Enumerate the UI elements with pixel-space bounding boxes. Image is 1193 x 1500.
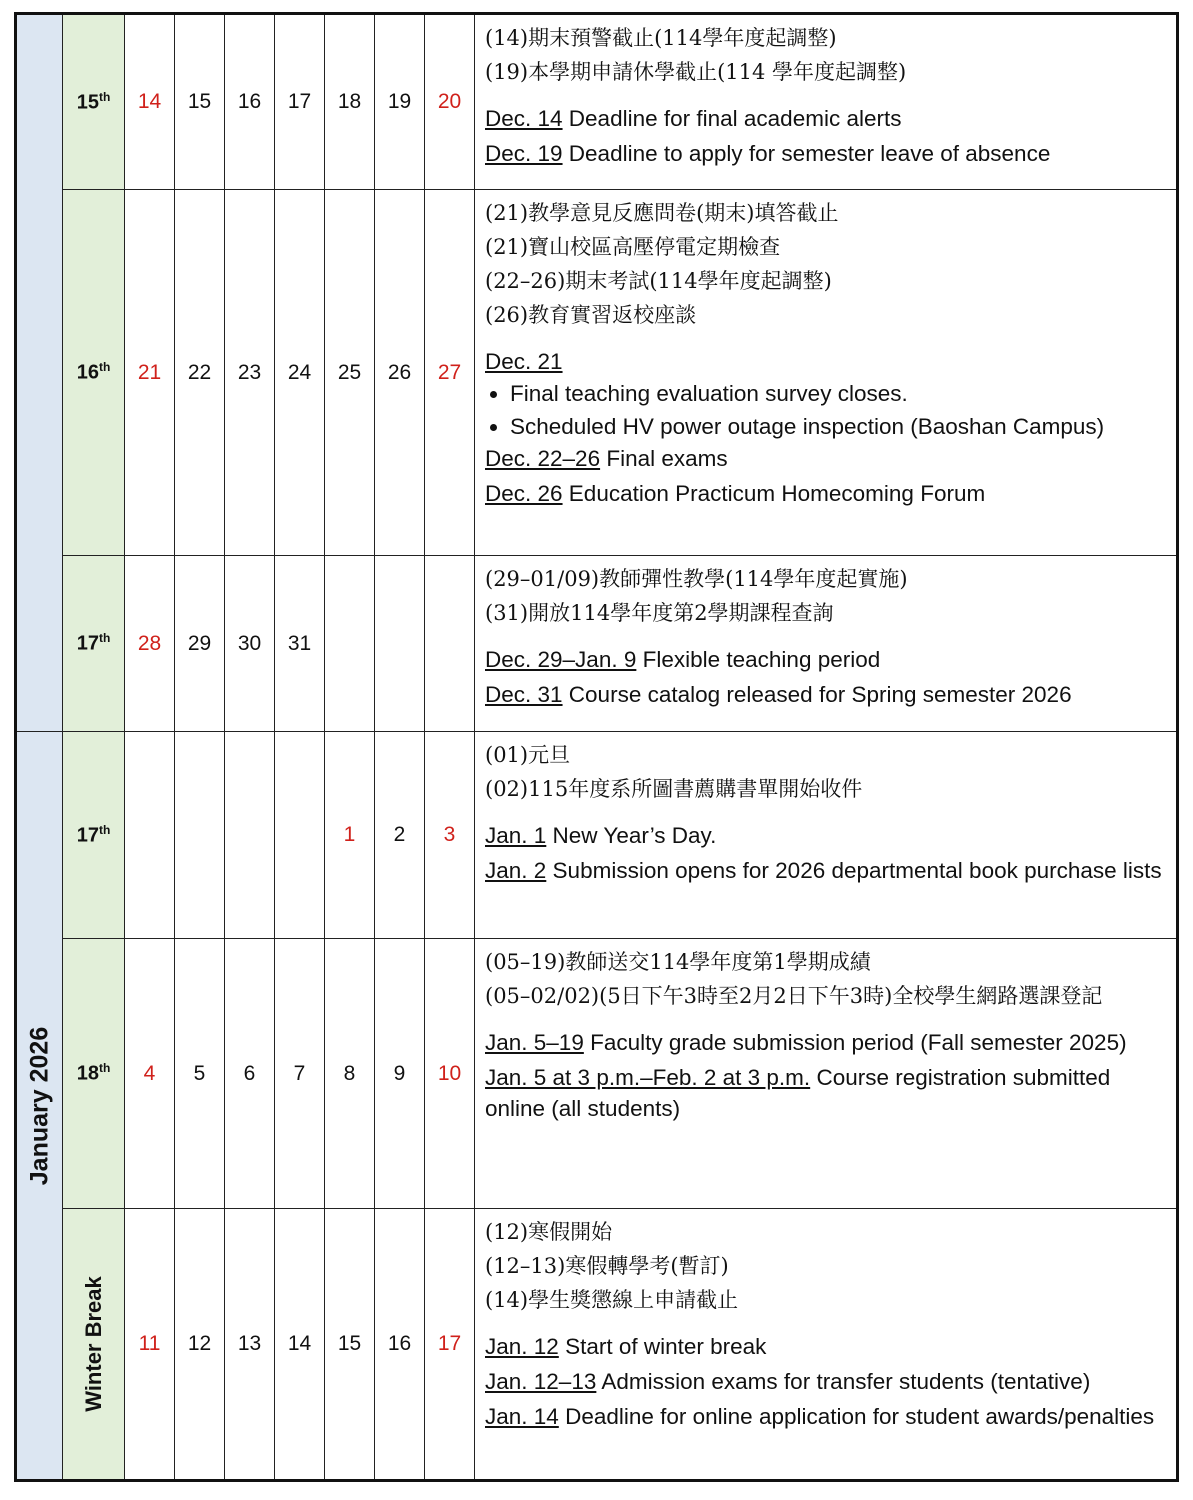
week-cell: [63, 939, 125, 1209]
event-date: Jan. 14: [485, 1404, 559, 1429]
table-row: [16, 190, 1178, 556]
day-cell: 4: [125, 939, 175, 1209]
day-cell: 17: [275, 14, 325, 190]
spacer: [485, 1013, 1166, 1027]
day-cell: 24: [275, 190, 325, 556]
day-cell: 15: [175, 14, 225, 190]
english-note: [485, 1366, 1166, 1397]
week-label: Winter Break: [80, 1276, 106, 1412]
event-text: Course catalog released for Spring semester 2026: [562, 682, 1072, 707]
week-suffix: th: [98, 1061, 111, 1076]
day-cell: 10: [425, 939, 475, 1209]
calendar-body: [16, 14, 1178, 1481]
day-cell: 22: [175, 190, 225, 556]
day-cell: [325, 556, 375, 732]
table-row: [16, 939, 1178, 1209]
week-cell: [63, 556, 125, 732]
english-note: [485, 138, 1166, 169]
english-note: [485, 346, 1166, 377]
event-date: Jan. 12: [485, 1334, 559, 1359]
day-cell: 23: [225, 190, 275, 556]
chinese-note: (26)教育實習返校座談: [485, 303, 697, 327]
day-cell: [175, 732, 225, 939]
spacer: [485, 1317, 1166, 1331]
english-note: [485, 1027, 1166, 1058]
english-note: [485, 1062, 1166, 1124]
notes-cell: [475, 939, 1178, 1209]
event-date: Jan. 12–13: [485, 1369, 597, 1394]
day-cell: 30: [225, 556, 275, 732]
week-cell: [63, 732, 125, 939]
week-number: 18: [76, 1062, 99, 1085]
english-note: [485, 644, 1166, 675]
event-text: Deadline for online application for student awards/penalties: [558, 1404, 1155, 1429]
week-suffix: th: [98, 631, 111, 646]
event-text: New Year’s Day.: [546, 823, 717, 848]
event-date: Dec. 26: [485, 481, 563, 506]
table-row: [16, 1209, 1178, 1481]
event-text: Final exams: [600, 446, 728, 471]
bullet-item: • Final teaching evaluation survey closes.: [510, 377, 1166, 410]
day-cell: 19: [375, 14, 425, 190]
week-number: 17: [76, 824, 99, 847]
chinese-note: (21)寶山校區高壓停電定期檢查: [485, 235, 781, 259]
spacer: [485, 89, 1166, 103]
day-cell: 21: [125, 190, 175, 556]
chinese-note: (02)115年度系所圖書薦購書單開始收件: [485, 777, 863, 801]
day-cell: [425, 556, 475, 732]
day-cell: 29: [175, 556, 225, 732]
day-cell: 13: [225, 1209, 275, 1481]
event-text: Start of winter break: [558, 1334, 767, 1359]
event-date: Jan. 2: [485, 858, 547, 883]
table-row: [16, 556, 1178, 732]
chinese-note: (31)開放114學年度第2學期課程查詢: [485, 601, 834, 625]
chinese-note: (12)寒假開始: [485, 1220, 613, 1244]
spacer: [485, 806, 1166, 820]
english-note: [485, 679, 1166, 710]
spacer: [485, 332, 1166, 346]
event-date: Dec. 22–26: [485, 446, 601, 471]
event-text: Faculty grade submission period (Fall semester 2025): [583, 1030, 1127, 1055]
event-date: Dec. 19: [485, 141, 563, 166]
event-date: Dec. 14: [485, 106, 563, 131]
event-date: Dec. 21: [485, 349, 563, 374]
day-cell: 20: [425, 14, 475, 190]
table-row: [16, 732, 1178, 939]
day-cell: 12: [175, 1209, 225, 1481]
day-cell: 1: [325, 732, 375, 939]
day-cell: [275, 732, 325, 939]
chinese-note: (14)學生獎懲線上申請截止: [485, 1288, 739, 1312]
spacer: [485, 630, 1166, 644]
day-cell: 6: [225, 939, 275, 1209]
week-number: 16: [76, 361, 99, 384]
notes-cell: [475, 14, 1178, 190]
day-cell: 31: [275, 556, 325, 732]
day-cell: [375, 556, 425, 732]
event-text: Course registration submitted online (all students): [485, 1065, 1111, 1121]
event-date: Jan. 1: [485, 823, 547, 848]
notes-cell: [475, 1209, 1178, 1481]
day-cell: 14: [275, 1209, 325, 1481]
day-cell: 7: [275, 939, 325, 1209]
day-cell: 15: [325, 1209, 375, 1481]
english-note: [485, 855, 1166, 886]
event-text: Deadline to apply for semester leave of absence: [562, 141, 1051, 166]
week-number: 17: [76, 632, 99, 655]
day-cell: 5: [175, 939, 225, 1209]
day-cell: 27: [425, 190, 475, 556]
chinese-note: (05–02/02)(5日下午3時至2月2日下午3時)全校學生網路選課登記: [485, 984, 1103, 1008]
day-cell: 17: [425, 1209, 475, 1481]
english-note: [485, 443, 1166, 474]
event-date: Jan. 5–19: [485, 1030, 584, 1055]
day-cell: 9: [375, 939, 425, 1209]
event-text: Submission opens for 2026 departmental book purchase lists: [546, 858, 1162, 883]
day-cell: 14: [125, 14, 175, 190]
day-cell: [125, 732, 175, 939]
bullet-list: [485, 377, 1166, 443]
english-note: [485, 103, 1166, 134]
chinese-note: (12–13)寒假轉學考(暫訂): [485, 1254, 729, 1278]
notes-cell: [475, 190, 1178, 556]
bullet-item: • Scheduled HV power outage inspection (Baoshan Campus): [510, 410, 1166, 443]
notes-cell: [475, 556, 1178, 732]
week-suffix: th: [98, 360, 111, 375]
chinese-note: (05–19)教師送交114學年度第1學期成績: [485, 950, 871, 974]
week-suffix: th: [98, 822, 111, 837]
chinese-note: (22–26)期末考試(114學年度起調整): [485, 269, 832, 293]
day-cell: 25: [325, 190, 375, 556]
week-cell: [63, 14, 125, 190]
event-date: Dec. 29–Jan. 9: [485, 647, 637, 672]
chinese-note: (21)教學意見反應問卷(期末)填答截止: [485, 201, 839, 225]
english-note: [485, 820, 1166, 851]
event-text: Deadline for final academic alerts: [562, 106, 902, 131]
day-cell: 3: [425, 732, 475, 939]
day-cell: 11: [125, 1209, 175, 1481]
english-note: [485, 478, 1166, 509]
week-cell: [63, 1209, 125, 1481]
chinese-note: (01)元旦: [485, 743, 571, 767]
calendar-table: [14, 12, 1179, 1482]
event-date: Jan. 5 at 3 p.m.–Feb. 2 at 3 p.m.: [485, 1065, 811, 1090]
event-text: Flexible teaching period: [636, 647, 881, 672]
chinese-note: (19)本學期申請休學截止(114 學年度起調整): [485, 60, 907, 84]
month-label: January 2026: [25, 1026, 53, 1185]
table-row: [16, 14, 1178, 190]
english-note: [485, 1401, 1166, 1432]
event-text: Education Practicum Homecoming Forum: [562, 481, 986, 506]
day-cell: 2: [375, 732, 425, 939]
day-cell: 28: [125, 556, 175, 732]
english-note: [485, 1331, 1166, 1362]
month-cell-january: [16, 732, 63, 1481]
day-cell: 18: [325, 14, 375, 190]
day-cell: 16: [225, 14, 275, 190]
chinese-note: (14)期末預警截止(114學年度起調整): [485, 26, 837, 50]
week-suffix: th: [98, 89, 111, 104]
event-text: Admission exams for transfer students (tentative): [596, 1369, 1091, 1394]
chinese-note: (29–01/09)教師彈性教學(114學年度起實施): [485, 567, 908, 591]
day-cell: 16: [375, 1209, 425, 1481]
day-cell: 26: [375, 190, 425, 556]
week-number: 15: [76, 91, 99, 114]
month-cell-previous: [16, 14, 63, 732]
day-cell: 8: [325, 939, 375, 1209]
day-cell: [225, 732, 275, 939]
notes-cell: [475, 732, 1178, 939]
event-date: Dec. 31: [485, 682, 563, 707]
week-cell: [63, 190, 125, 556]
